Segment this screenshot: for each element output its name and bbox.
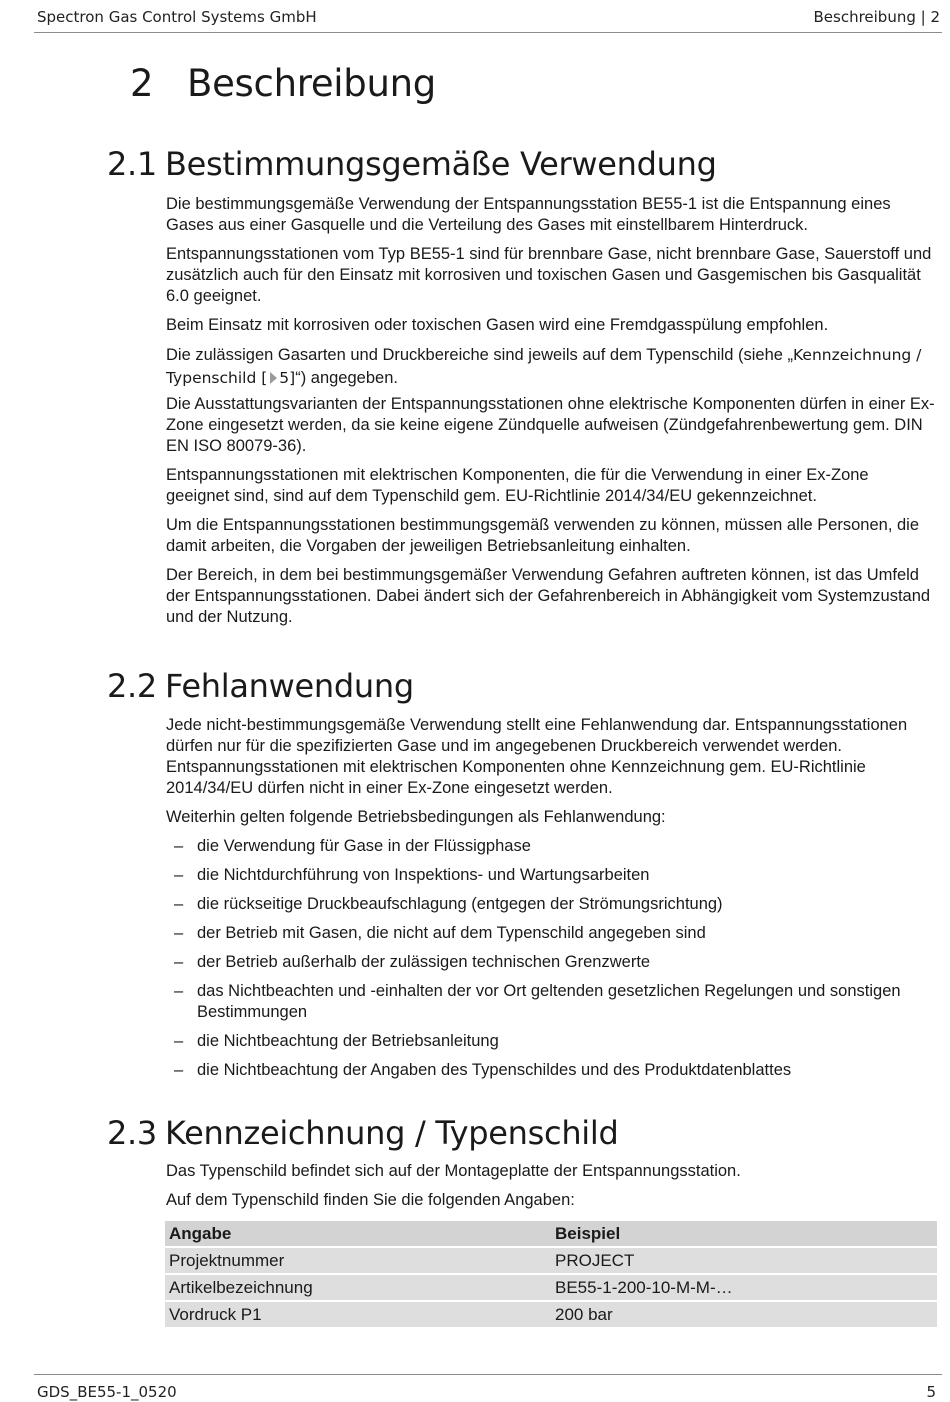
list-item-text: die Nichtbeachtung der Angaben des Typenschildes und des Produktdatenblattes <box>197 1061 792 1079</box>
list-item-text: die Nichtbeachtung der Betriebsanleitung <box>197 1032 499 1050</box>
list-item <box>166 1060 936 1081</box>
list-item <box>166 1031 936 1052</box>
paragraph: Jede nicht-bestimmungsgemäße Verwendung stellt eine Fehlanwendung dar. Entspannungsstationen dürfen nur für die spezifizierten Gase und im angegebenen Druckbereich verwendet werden. Entspannungsstationen mit elektrischen Komponenten ohne Kennzeichnung gem. EU-Richtlinie 2014/34/EU dürfen nicht in einer Ex-Zone eingesetzt werden. <box>166 716 908 797</box>
dash-bullet: – <box>174 953 184 971</box>
dash-bullet: – <box>174 837 184 855</box>
section-heading-2-3 <box>107 1114 619 1152</box>
list-item-text: die Verwendung für Gase in der Flüssigphase <box>197 837 531 855</box>
list-item <box>166 981 936 1023</box>
header-section: Beschreibung | 2 <box>813 8 940 26</box>
dash-bullet: – <box>174 866 184 884</box>
section-heading-2-1 <box>107 145 717 183</box>
list-item <box>166 894 936 915</box>
paragraph: Die bestimmungsgemäße Verwendung der Entspannungsstation BE55-1 ist die Entspannung eines Gases aus einer Gasquelle und die Verteilung des Gases mit einstellbarem Hinterdruck. <box>166 195 891 234</box>
list-item-text: der Betrieb außerhalb der zulässigen technischen Grenzwerte <box>197 953 651 971</box>
column-header: Beispiel <box>551 1221 937 1246</box>
page-footer <box>34 1374 942 1402</box>
list-item <box>166 865 936 886</box>
dash-bullet: – <box>174 1032 184 1050</box>
section-number: 2.1 <box>107 145 157 183</box>
list-item-text: das Nichtbeachten und -einhalten der vor Ort geltenden gesetzlichen Regelungen und sonstigen Bestimmungen <box>197 982 901 1021</box>
dash-bullet: – <box>174 982 184 1000</box>
nameplate-table <box>165 1219 937 1329</box>
chapter-title: Beschreibung <box>187 62 436 105</box>
dash-bullet: – <box>174 924 184 942</box>
cross-reference-page: 5] <box>279 369 296 387</box>
table-cell: Projektnummer <box>165 1248 551 1273</box>
dash-bullet: – <box>174 895 184 913</box>
table-header-row <box>165 1221 937 1246</box>
table-row <box>165 1275 937 1300</box>
misuse-list <box>166 836 936 1081</box>
page-header <box>34 6 942 33</box>
table-row <box>165 1302 937 1327</box>
paragraph: Beim Einsatz mit korrosiven oder toxischen Gasen wird eine Fremdgasspülung empfohlen. <box>166 316 829 334</box>
cross-reference-text: Kennzeichnung / Typenschild [ <box>166 346 922 387</box>
list-item <box>166 952 936 973</box>
list-item <box>166 923 936 944</box>
paragraph-with-reference <box>166 344 936 390</box>
header-company: Spectron Gas Control Systems GmbH <box>37 8 317 26</box>
paragraph: Entspannungsstationen mit elektrischen Komponenten, die für die Verwendung in einer Ex-Zone geeignet sind, sind auf dem Typenschild gem. EU-Richtlinie 2014/34/EU gekennzeichnet. <box>166 466 869 505</box>
table-row <box>165 1248 937 1273</box>
paragraph-text: “) angegeben. <box>295 369 398 387</box>
section-heading-2-2 <box>107 667 414 705</box>
section-title: Kennzeichnung / Typenschild <box>165 1114 619 1152</box>
footer-doc-id: GDS_BE55-1_0520 <box>37 1383 177 1401</box>
arrow-right-icon <box>270 372 277 384</box>
list-item-text: die Nichtdurchführung von Inspektions- und Wartungsarbeiten <box>197 866 650 884</box>
column-header: Angabe <box>165 1221 551 1246</box>
paragraph: Entspannungsstationen vom Typ BE55-1 sind für brennbare Gase, nicht brennbare Gase, Sauerstoff und zusätzlich auch für den Einsatz mit korrosiven und toxischen Gasen und Gasgemischen bis Gasqualität 6.0 geeignet. <box>166 245 932 305</box>
table-cell: Vordruck P1 <box>165 1302 551 1327</box>
section-title: Bestimmungsgemäße Verwendung <box>165 145 717 183</box>
paragraph-text: Die zulässigen Gasarten und Druckbereiche sind jeweils auf dem Typenschild (siehe „ <box>166 346 794 364</box>
list-item <box>166 836 936 857</box>
section-number: 2.2 <box>107 667 157 705</box>
section-title: Fehlanwendung <box>165 667 414 705</box>
table-cell: BE55-1-200-10-M-M-… <box>551 1275 937 1300</box>
chapter-heading <box>130 62 436 105</box>
section-number: 2.3 <box>107 1114 157 1152</box>
paragraph: Die Ausstattungsvarianten der Entspannungsstationen ohne elektrische Komponenten dürfen in einer Ex-Zone eingesetzt werden, da sie keine eigene Zündquelle aufweisen (Zündgefahrenbewertung gem. DIN EN ISO 80079-36). <box>166 395 935 455</box>
section-body-2-3 <box>166 1161 936 1219</box>
list-item-text: der Betrieb mit Gasen, die nicht auf dem Typenschild angegeben sind <box>197 924 706 942</box>
paragraph: Auf dem Typenschild finden Sie die folgenden Angaben: <box>166 1191 575 1209</box>
table-cell: 200 bar <box>551 1302 937 1327</box>
paragraph: Um die Entspannungsstationen bestimmungsgemäß verwenden zu können, müssen alle Personen, die damit arbeiten, die Vorgaben der jeweiligen Betriebsanleitung einhalten. <box>166 516 920 555</box>
section-body-2-2 <box>166 715 936 1089</box>
chapter-number: 2 <box>130 62 154 105</box>
paragraph: Der Bereich, in dem bei bestimmungsgemäßer Verwendung Gefahren auftreten können, ist das Umfeld der Entspannungsstationen. Dabei ändert sich der Gefahrenbereich in Abhängigkeit vom Systemzustand und der Nutzung. <box>166 566 931 626</box>
paragraph: Weiterhin gelten folgende Betriebsbedingungen als Fehlanwendung: <box>166 808 666 826</box>
paragraph: Das Typenschild befindet sich auf der Montageplatte der Entspannungsstation. <box>166 1162 741 1180</box>
dash-bullet: – <box>174 1061 184 1079</box>
section-body-2-1 <box>166 194 936 636</box>
footer-page-number: 5 <box>926 1383 936 1401</box>
list-item-text: die rückseitige Druckbeaufschlagung (entgegen der Strömungsrichtung) <box>197 895 723 913</box>
table-cell: PROJECT <box>551 1248 937 1273</box>
table-cell: Artikelbezeichnung <box>165 1275 551 1300</box>
